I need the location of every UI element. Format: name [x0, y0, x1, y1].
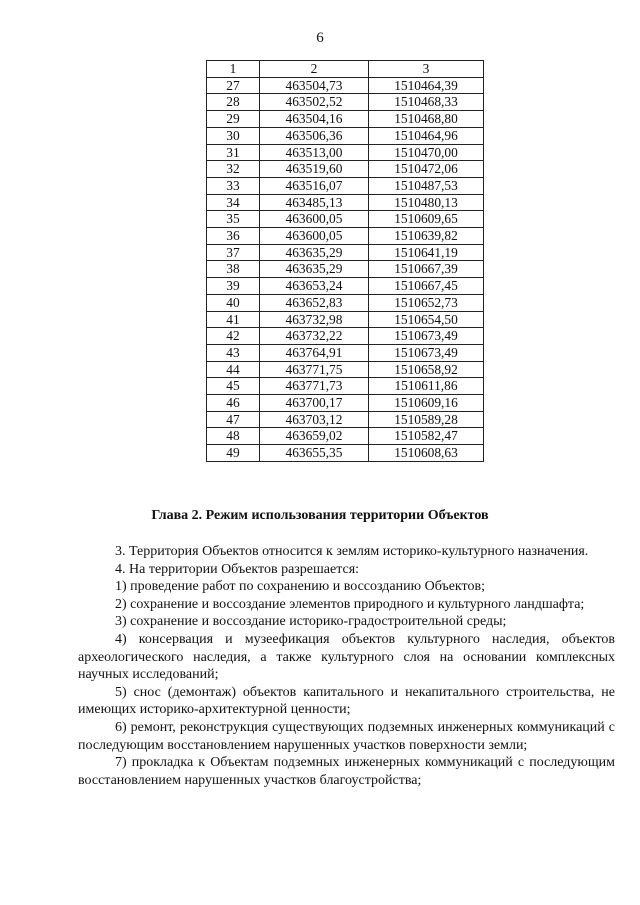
x-coordinate-cell: 463703,12 — [260, 411, 369, 428]
table-header-row — [207, 61, 484, 78]
table-row — [207, 161, 484, 178]
y-coordinate-cell: 1510641,19 — [369, 244, 484, 261]
coordinates-table — [206, 60, 484, 462]
table-row — [207, 177, 484, 194]
x-coordinate-cell: 463635,29 — [260, 244, 369, 261]
chapter-title: Глава 2. Режим использования территории Объектов — [151, 508, 489, 523]
table-row — [207, 261, 484, 278]
y-coordinate-cell: 1510611,86 — [369, 378, 484, 395]
table-row — [207, 411, 484, 428]
point-number-cell: 32 — [207, 161, 260, 178]
table-row — [207, 244, 484, 261]
y-coordinate-cell: 1510673,49 — [369, 344, 484, 361]
column-header: 2 — [260, 61, 369, 78]
x-coordinate-cell: 463653,24 — [260, 278, 369, 295]
x-coordinate-cell: 463771,75 — [260, 361, 369, 378]
y-coordinate-cell: 1510667,39 — [369, 261, 484, 278]
point-number-cell: 36 — [207, 228, 260, 245]
table-row — [207, 127, 484, 144]
table-row — [207, 328, 484, 345]
paragraph: 2) сохранение и воссоздание элементов природного и культурного ландшафта; — [115, 596, 585, 612]
table-body — [207, 77, 484, 461]
table-row — [207, 361, 484, 378]
point-number-cell: 34 — [207, 194, 260, 211]
x-coordinate-cell: 463732,98 — [260, 311, 369, 328]
y-coordinate-cell: 1510667,45 — [369, 278, 484, 295]
y-coordinate-cell: 1510589,28 — [369, 411, 484, 428]
x-coordinate-cell: 463504,73 — [260, 77, 369, 94]
x-coordinate-cell: 463506,36 — [260, 127, 369, 144]
point-number-cell: 41 — [207, 311, 260, 328]
x-coordinate-cell: 463485,13 — [260, 194, 369, 211]
table-row — [207, 428, 484, 445]
y-coordinate-cell: 1510609,16 — [369, 395, 484, 412]
point-number-cell: 30 — [207, 127, 260, 144]
table-row — [207, 144, 484, 161]
column-header: 3 — [369, 61, 484, 78]
table-row — [207, 94, 484, 111]
x-coordinate-cell: 463771,73 — [260, 378, 369, 395]
point-number-cell: 47 — [207, 411, 260, 428]
paragraph: 1) проведение работ по сохранению и воссозданию Объектов; — [115, 579, 485, 595]
point-number-cell: 29 — [207, 111, 260, 128]
x-coordinate-cell: 463732,22 — [260, 328, 369, 345]
table-row — [207, 77, 484, 94]
point-number-cell: 46 — [207, 395, 260, 412]
column-header: 1 — [207, 61, 260, 78]
x-coordinate-cell: 463652,83 — [260, 294, 369, 311]
x-coordinate-cell: 463600,05 — [260, 228, 369, 245]
paragraph: 4) консервация и музеефикация объектов культурного наследия, объектов археологического наследия, а также культурного слоя на основании комплексных научных исследований; — [78, 631, 615, 683]
point-number-cell: 27 — [207, 77, 260, 94]
table-row — [207, 211, 484, 228]
y-coordinate-cell: 1510652,73 — [369, 294, 484, 311]
y-coordinate-cell: 1510658,92 — [369, 361, 484, 378]
y-coordinate-cell: 1510609,65 — [369, 211, 484, 228]
point-number-cell: 45 — [207, 378, 260, 395]
point-number-cell: 28 — [207, 94, 260, 111]
point-number-cell: 42 — [207, 328, 260, 345]
y-coordinate-cell: 1510468,33 — [369, 94, 484, 111]
y-coordinate-cell: 1510654,50 — [369, 311, 484, 328]
paragraph: 5) снос (демонтаж) объектов капитального и некапитального строительства, не имеющих историко-архитектурной ценности; — [78, 684, 615, 718]
y-coordinate-cell: 1510480,13 — [369, 194, 484, 211]
page-number: 6 — [316, 30, 324, 46]
y-coordinate-cell: 1510608,63 — [369, 445, 484, 462]
table-row — [207, 445, 484, 462]
table-row — [207, 194, 484, 211]
table-row — [207, 344, 484, 361]
y-coordinate-cell: 1510472,06 — [369, 161, 484, 178]
paragraph: 6) ремонт, реконструкция существующих подземных инженерных коммуникаций с последующим восстановлением нарушенных участков поверхности земли; — [78, 719, 615, 753]
y-coordinate-cell: 1510464,39 — [369, 77, 484, 94]
point-number-cell: 31 — [207, 144, 260, 161]
point-number-cell: 40 — [207, 294, 260, 311]
x-coordinate-cell: 463600,05 — [260, 211, 369, 228]
paragraph: 7) прокладка к Объектам подземных инженерных коммуникаций с последующим восстановлением нарушенных участков благоустройства; — [78, 755, 615, 788]
y-coordinate-cell: 1510582,47 — [369, 428, 484, 445]
x-coordinate-cell: 463504,16 — [260, 111, 369, 128]
point-number-cell: 35 — [207, 211, 260, 228]
table-row — [207, 278, 484, 295]
point-number-cell: 33 — [207, 177, 260, 194]
x-coordinate-cell: 463659,02 — [260, 428, 369, 445]
x-coordinate-cell: 463519,60 — [260, 161, 369, 178]
x-coordinate-cell: 463502,52 — [260, 94, 369, 111]
x-coordinate-cell: 463635,29 — [260, 261, 369, 278]
table-row — [207, 294, 484, 311]
x-coordinate-cell: 463700,17 — [260, 395, 369, 412]
x-coordinate-cell: 463764,91 — [260, 344, 369, 361]
y-coordinate-cell: 1510673,49 — [369, 328, 484, 345]
y-coordinate-cell: 1510487,53 — [369, 177, 484, 194]
point-number-cell: 38 — [207, 261, 260, 278]
point-number-cell: 44 — [207, 361, 260, 378]
point-number-cell: 48 — [207, 428, 260, 445]
table-row — [207, 395, 484, 412]
point-number-cell: 43 — [207, 344, 260, 361]
x-coordinate-cell: 463655,35 — [260, 445, 369, 462]
paragraph: 3) сохранение и воссоздание историко-градостроительной среды; — [115, 614, 507, 630]
table-row — [207, 228, 484, 245]
x-coordinate-cell: 463516,07 — [260, 177, 369, 194]
table-row — [207, 311, 484, 328]
point-number-cell: 39 — [207, 278, 260, 295]
y-coordinate-cell: 1510468,80 — [369, 111, 484, 128]
y-coordinate-cell: 1510470,00 — [369, 144, 484, 161]
y-coordinate-cell: 1510639,82 — [369, 228, 484, 245]
x-coordinate-cell: 463513,00 — [260, 144, 369, 161]
table-row — [207, 111, 484, 128]
table-row — [207, 378, 484, 395]
point-number-cell: 49 — [207, 445, 260, 462]
paragraph: 3. Территория Объектов относится к землям историко-культурного назначения. — [115, 544, 589, 559]
point-number-cell: 37 — [207, 244, 260, 261]
y-coordinate-cell: 1510464,96 — [369, 127, 484, 144]
body-text — [78, 543, 615, 789]
paragraph: 4. На территории Объектов разрешается: — [115, 561, 360, 577]
